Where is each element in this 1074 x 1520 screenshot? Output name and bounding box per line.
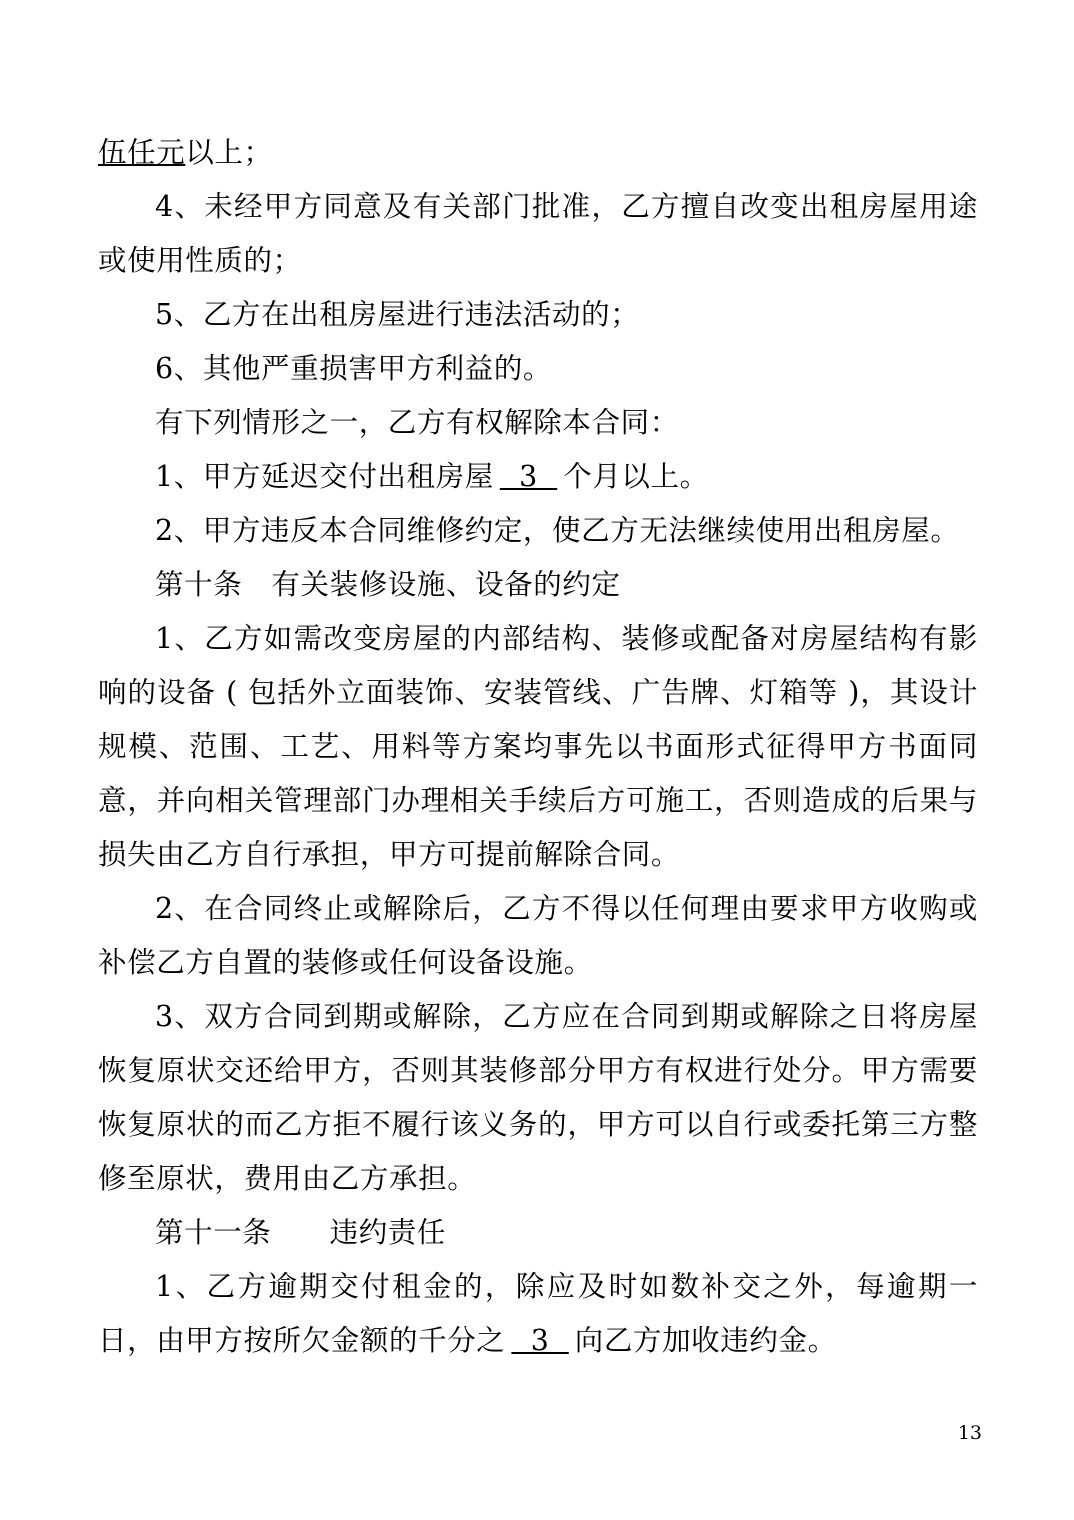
text-run: 第十一条 违约责任	[155, 1216, 447, 1249]
text-run: 向乙方加收违约金。	[574, 1324, 837, 1357]
paragraph-article-11-item-1	[98, 1260, 978, 1368]
text-run: 4、未经甲方同意及有关部门批准，乙方擅自改变出租房屋用途或使用性质的；	[98, 190, 978, 277]
text-run: 3、双方合同到期或解除，乙方应在合同到期或解除之日将房屋恢复原状交还给甲方，否则其装修部分甲方有权进行处分。甲方需要恢复原状的而乙方拒不履行该义务的，甲方可以自行或委托第三方整修至原状，费用由乙方承担。	[98, 1000, 978, 1195]
page-number: 13	[957, 1422, 982, 1444]
paragraph-lessee-termination-intro	[98, 396, 978, 450]
text-run: 2、甲方违反本合同维修约定，使乙方无法继续使用出租房屋。	[155, 514, 960, 547]
text-run: 个月以上。	[563, 460, 709, 493]
paragraph-article-10-item-1	[98, 612, 978, 882]
text-run: 6、其他严重损害甲方利益的。	[155, 352, 553, 385]
paragraph-item-6-other-damage	[98, 342, 978, 396]
text-run: 2、在合同终止或解除后，乙方不得以任何理由要求甲方收购或补偿乙方自置的装修或任何设备设施。	[98, 892, 978, 979]
paragraph-item-4-change-use	[98, 180, 978, 288]
text-run: 第十条 有关装修设施、设备的约定	[155, 568, 621, 601]
text-run: 以上；	[185, 136, 273, 169]
text-run: 1、乙方逾期交付租金的，除应及时如数补交之外，每逾期一日，由甲方按所欠金额的千分之	[98, 1270, 978, 1357]
fill-in-blank: 3	[499, 460, 558, 493]
text-run: 有下列情形之一，乙方有权解除本合同：	[155, 406, 679, 439]
fill-in-blank: 3	[511, 1324, 569, 1357]
paragraph-article-10-item-3	[98, 990, 978, 1206]
paragraph-item-5-illegal-activity	[98, 288, 978, 342]
paragraph-article-10-title	[98, 558, 978, 612]
paragraph-article-10-item-2	[98, 882, 978, 990]
paragraph-lessee-item-1-delay	[98, 450, 978, 504]
text-run: 1、甲方延迟交付出租房屋	[155, 460, 494, 493]
paragraph-article-11-title	[98, 1206, 978, 1260]
paragraph-lessee-item-2-maintenance	[98, 504, 978, 558]
document-body	[98, 126, 978, 1368]
text-run: 5、乙方在出租房屋进行违法活动的；	[155, 298, 640, 331]
text-run: 1、乙方如需改变房屋的内部结构、装修或配备对房屋结构有影响的设备 ( 包括外立面装饰、安装管线、广告牌、灯箱等 )，其设计规模、范围、工艺、用料等方案均事先以书面形式征得甲方书面同意，并向相关管理部门办理相关手续后方可施工，否则造成的后果与损失由乙方自行承担，甲方可提前解除合同。	[98, 622, 978, 871]
paragraph-line-continuation	[98, 126, 978, 180]
underlined-text: 伍任元	[98, 136, 186, 169]
